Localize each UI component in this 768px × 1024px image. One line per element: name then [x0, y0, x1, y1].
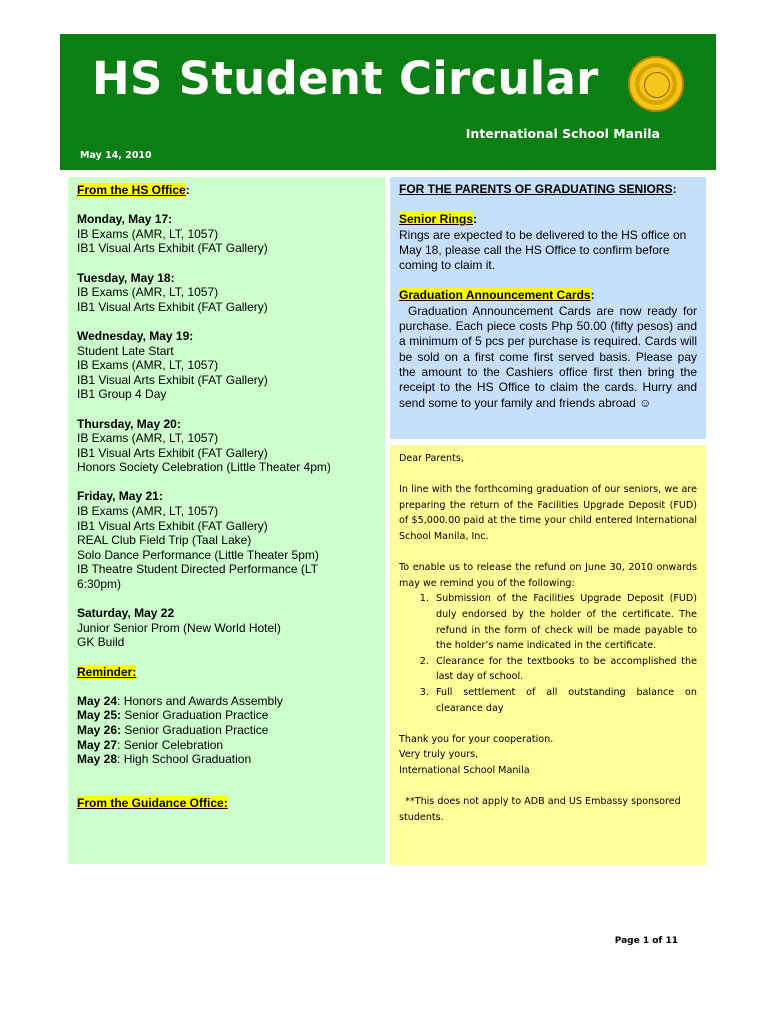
schedule-list	[77, 212, 376, 664]
schedule-day: Friday, May 21:	[77, 489, 163, 504]
guidance-heading: From the Guidance Office:	[77, 795, 228, 810]
page-number: Page 1 of 11	[614, 936, 678, 946]
parents-heading: FOR THE PARENTS OF GRADUATING SENIORS:	[399, 182, 677, 196]
cards-text: Graduation Announcement Cards are now ready for purchase. Each piece costs Php 50.00 (fifty pesos) and a minimum of 5 pcs per purchase is required. Cards will be sold on a first come first served basis. Please pay the amount to the Cashiers office first then bring the receipt to the HS Office to claim the cards. Hurry and send some to your family and friends abroad ☺	[399, 303, 697, 410]
schedule-item: REAL Club Field Trip (Taal Lake)	[77, 533, 252, 548]
schedule-item: Solo Dance Performance (Little Theater 5pm)	[77, 547, 319, 562]
schedule-item: IB1 Visual Arts Exhibit (FAT Gallery)	[77, 299, 268, 314]
schedule-item: Honors Society Celebration (Little Theater 4pm)	[77, 460, 331, 475]
schedule-item: IB Exams (AMR, LT, 1057)	[77, 285, 219, 300]
letter-greeting: Dear Parents,	[399, 453, 464, 464]
hs-office-column	[68, 177, 385, 864]
letter-signature: International School Manila	[399, 764, 530, 776]
schedule-item: Junior Senior Prom (New World Hotel)	[77, 620, 281, 635]
letter-closing: Thank you for your cooperation.	[399, 733, 554, 745]
schedule-day: Tuesday, May 18:	[77, 270, 175, 285]
reminder-item: May 25: Senior Graduation Practice	[77, 708, 269, 723]
schedule-item: 6:30pm)	[77, 577, 122, 592]
reminder-item: May 27: Senior Celebration	[77, 737, 224, 752]
schedule-day: Saturday, May 22	[77, 606, 175, 621]
hs-office-heading: From the HS Office:	[77, 183, 190, 197]
schedule-day: Thursday, May 20:	[77, 416, 181, 431]
cards-heading: Graduation Announcement Cards:	[399, 288, 595, 303]
schedule-item: IB1 Visual Arts Exhibit (FAT Gallery)	[77, 372, 268, 387]
schedule-day: Wednesday, May 19:	[77, 328, 194, 343]
letter-closing: Very truly yours,	[399, 749, 479, 761]
schedule-item: IB Exams (AMR, LT, 1057)	[77, 504, 219, 519]
schedule-item: IB Exams (AMR, LT, 1057)	[77, 226, 219, 241]
schedule-item: Student Late Start	[77, 343, 174, 358]
circular-title: HS Student Circular	[92, 52, 599, 105]
school-name: International School Manila	[465, 126, 660, 141]
parents-letter	[390, 445, 706, 865]
letter-paragraph: In line with the forthcoming graduation of our seniors, we are preparing the return of the Facilities Upgrade Deposit (FUD) of $5,000.00 paid at the time your child entered International School Manila, Inc.	[399, 484, 697, 542]
reminder-item: May 24: Honors and Awards Assembly	[77, 693, 283, 708]
school-seal-icon	[628, 56, 684, 112]
list-item: 1. Submission of the Facilities Upgrade Deposit (FUD) duly endorsed by the holder of the certificate. The refund in the form of check will be made payable to the holder’s name indicated in the certificate.	[432, 591, 697, 653]
list-item: 3. Full settlement of all outstanding balance on clearance day	[432, 685, 697, 716]
letter-note: **This does not apply to ADB and US Embassy sponsored students.	[399, 796, 684, 823]
reminder-item: May 26: Senior Graduation Practice	[77, 722, 269, 737]
circular-date: May 14, 2010	[80, 150, 152, 161]
schedule-day: Monday, May 17:	[77, 212, 173, 227]
reminder-list	[77, 694, 376, 767]
circular-header	[60, 34, 716, 170]
schedule-item: IB Theatre Student Directed Performance (LT	[77, 562, 319, 577]
schedule-item: GK Build	[77, 635, 125, 650]
reminder-heading: Reminder:	[77, 664, 137, 679]
schedule-item: IB Exams (AMR, LT, 1057)	[77, 358, 219, 373]
rings-text: Rings are expected to be delivered to the HS office on May 18, please call the HS Office to confirm before coming to claim it.	[399, 227, 687, 273]
reminder-item: May 28: High School Graduation	[77, 752, 252, 767]
rings-heading: Senior Rings:	[399, 212, 478, 227]
parents-section	[390, 177, 706, 439]
schedule-item: IB1 Group 4 Day	[77, 387, 167, 402]
schedule-item: IB1 Visual Arts Exhibit (FAT Gallery)	[77, 518, 268, 533]
letter-requirements-list	[399, 591, 697, 716]
letter-paragraph: To enable us to release the refund on June 30, 2010 onwards may we remind you of the following:	[399, 562, 697, 589]
schedule-item: IB1 Visual Arts Exhibit (FAT Gallery)	[77, 241, 268, 256]
list-item: 2. Clearance for the textbooks to be accomplished the last day of school.	[432, 654, 697, 685]
schedule-item: IB1 Visual Arts Exhibit (FAT Gallery)	[77, 445, 268, 460]
schedule-item: IB Exams (AMR, LT, 1057)	[77, 431, 219, 446]
